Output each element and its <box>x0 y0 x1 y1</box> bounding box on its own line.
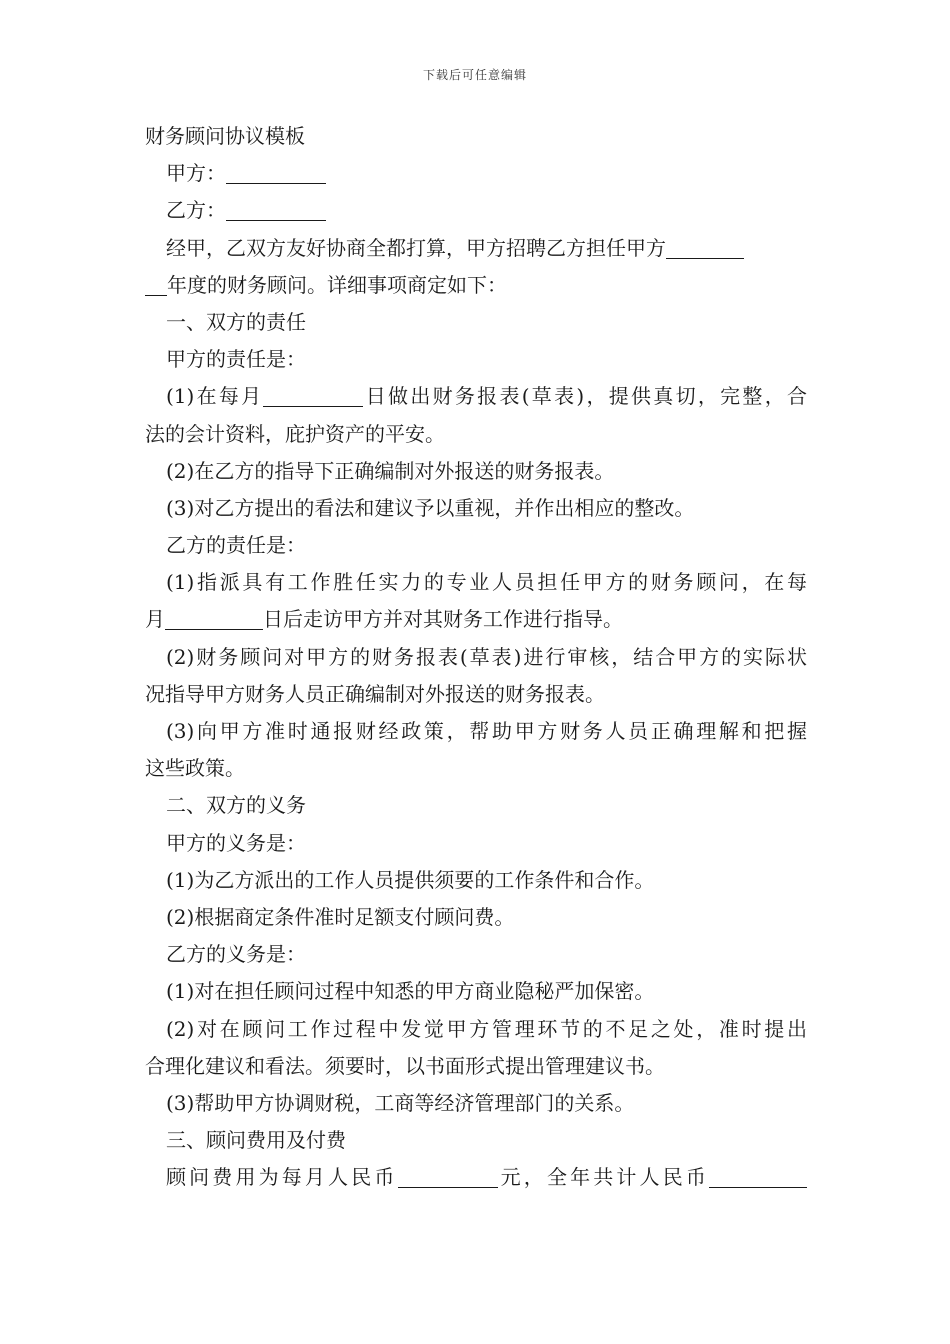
party-a-responsibility-3: (3)对乙方提出的看法和建议予以重视，并作出相应的整改。 <box>166 495 695 520</box>
fee-text-a: 顾问费用为每月人民币 <box>166 1165 398 1190</box>
a-resp-1-text-a: (1)在每月 <box>166 384 264 409</box>
party-a-label: 甲方： <box>166 161 226 186</box>
report-day-blank <box>263 382 363 407</box>
party-b-duty-label: 乙方的义务是： <box>166 942 306 967</box>
year-blank-2 <box>145 271 167 296</box>
party-b-duty-2-line-2: 合理化建议和看法。须要时，以书面形式提出管理建议书。 <box>145 1053 665 1078</box>
party-b-responsibility-3-line-2: 这些政策。 <box>145 756 245 781</box>
visit-day-blank <box>165 605 263 630</box>
monthly-fee-blank <box>398 1163 498 1188</box>
year-blank-1 <box>666 234 744 259</box>
document-body <box>145 118 807 1196</box>
party-b-responsibility-2-line-2: 况指导甲方财务人员正确编制对外报送的财务报表。 <box>145 681 605 706</box>
b-resp-1-text-c: 日后走访甲方并对其财务工作进行指导。 <box>263 607 623 632</box>
b-resp-1-text-b: 月 <box>145 607 165 632</box>
intro-line-1 <box>145 230 807 267</box>
intro-text-1: 经甲，乙双方友好协商全都打算，甲方招聘乙方担任甲方 <box>166 235 666 260</box>
party-b-responsibility-3-line-1: (3)向甲方准时通报财经政策，帮助甲方财务人员正确理解和把握 <box>166 719 807 743</box>
party-b-label: 乙方： <box>166 198 226 223</box>
intro-line-2 <box>145 267 807 304</box>
party-a-responsibility-1-line-1 <box>145 378 807 415</box>
party-a-responsibility-2: (2)在乙方的指导下正确编制对外报送的财务报表。 <box>166 458 615 483</box>
party-b-responsibility-2-line-1: (2)财务顾问对甲方的财务报表(草表)进行审核，结合甲方的实际状 <box>166 644 807 669</box>
party-a-responsibility-label: 甲方的责任是： <box>166 347 306 372</box>
section-heading-2: 二、双方的义务 <box>166 793 306 818</box>
party-a-duty-label: 甲方的义务是： <box>166 830 306 855</box>
party-a-line <box>145 155 807 192</box>
party-a-blank <box>226 159 326 184</box>
document-title: 财务顾问协议模板 <box>145 124 305 148</box>
section-heading-3: 三、顾问费用及付费 <box>166 1128 346 1153</box>
party-b-line <box>145 192 807 229</box>
party-b-responsibility-1-line-1: (1)指派具有工作胜任实力的专业人员担任甲方的财务顾问，在每 <box>166 570 807 595</box>
party-a-duty-1: (1)为乙方派出的工作人员提供须要的工作条件和合作。 <box>166 867 655 892</box>
party-a-responsibility-1-line-2: 法的会计资料，庇护资产的平安。 <box>145 421 445 446</box>
fee-line <box>145 1159 807 1196</box>
party-b-responsibility-1-line-2 <box>145 601 807 638</box>
party-b-duty-3: (3)帮助甲方协调财税，工商等经济管理部门的关系。 <box>166 1090 635 1115</box>
annual-fee-blank <box>709 1163 807 1188</box>
section-heading-1: 一、双方的责任 <box>166 309 306 334</box>
party-b-duty-2-line-1: (2)对在顾问工作过程中发觉甲方管理环节的不足之处，准时提出 <box>166 1016 807 1041</box>
fee-text-b: 元，全年共计人民币 <box>497 1165 709 1190</box>
intro-text-2: 年度的财务顾问。详细事项商定如下： <box>167 272 507 297</box>
header-note: 下载后可任意编辑 <box>422 68 527 82</box>
party-b-duty-1: (1)对在担任顾问过程中知悉的甲方商业隐秘严加保密。 <box>166 979 655 1004</box>
a-resp-1-text-b: 日做出财务报表(草表)，提供真切，完整，合 <box>363 384 807 409</box>
party-b-blank <box>226 196 326 221</box>
party-b-responsibility-label: 乙方的责任是： <box>166 533 306 558</box>
party-a-duty-2: (2)根据商定条件准时足额支付顾问费。 <box>166 904 515 929</box>
